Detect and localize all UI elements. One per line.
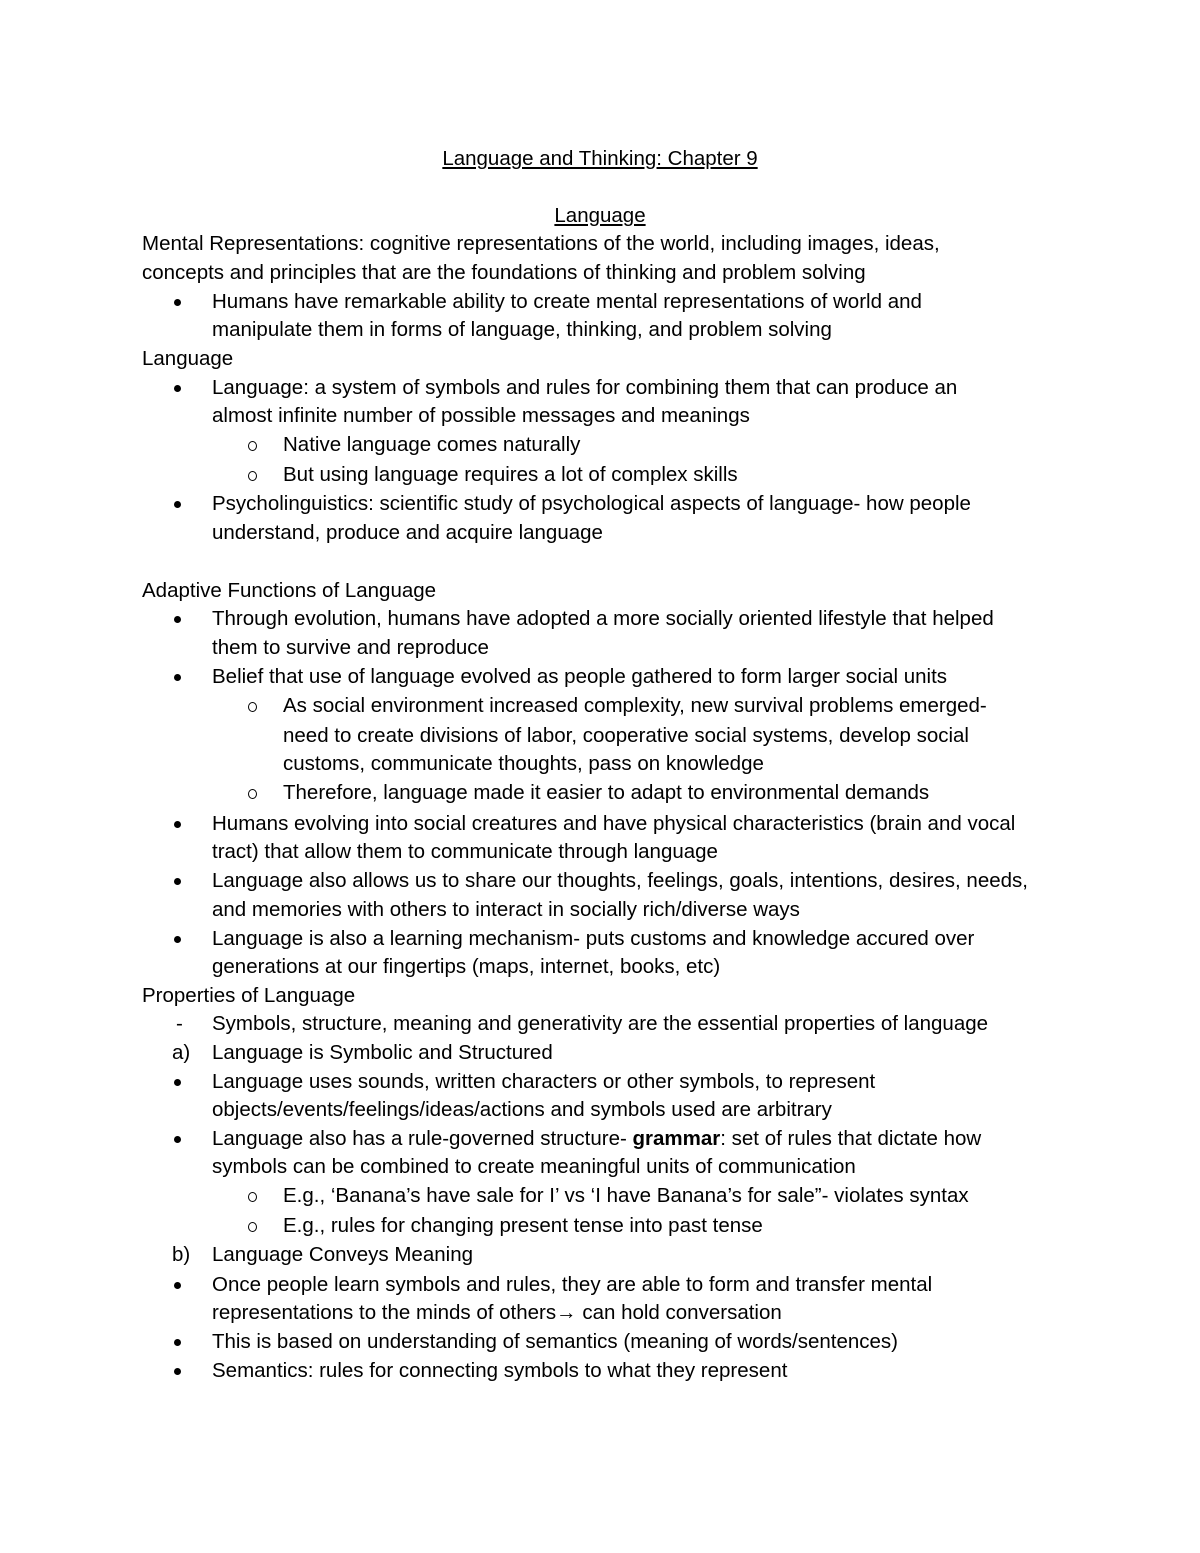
bullet-text: generations at our fingertips (maps, internet, books, etc) (212, 955, 721, 978)
circle-bullet-icon (248, 1211, 257, 1240)
text-line: concepts and principles that are the foundations of thinking and problem solving (142, 261, 866, 284)
bullet-icon (174, 1270, 181, 1299)
bullet-icon (174, 866, 181, 895)
bullet-text: objects/events/feelings/ideas/actions and symbols used are arbitrary (212, 1098, 832, 1121)
bullet-text: almost infinite number of possible messages and meanings (212, 404, 750, 427)
bullet-text: symbols can be combined to create meaningful units of communication (212, 1155, 856, 1178)
bullet-text: Language also allows us to share our thoughts, feelings, goals, intentions, desires, needs, (212, 869, 1028, 892)
bullet-icon (174, 604, 181, 633)
bullet-text: representations to the minds of others→ can hold conversation (212, 1301, 782, 1324)
bullet-icon (174, 809, 181, 838)
circle-bullet-icon (248, 1181, 257, 1210)
list-text: Language is Symbolic and Structured (212, 1041, 553, 1064)
bullet-text: them to survive and reproduce (212, 636, 489, 659)
section-heading: Language (554, 204, 646, 227)
list-marker: b) (172, 1243, 191, 1266)
bullet-text: understand, produce and acquire language (212, 521, 603, 544)
bullet-text: Once people learn symbols and rules, they are able to form and transfer mental (212, 1273, 933, 1296)
bullet-text: Through evolution, humans have adopted a more socially oriented lifestyle that helped (212, 607, 994, 630)
bullet-text: tract) that allow them to communicate through language (212, 840, 718, 863)
sub-bullet-text: E.g., rules for changing present tense into past tense (283, 1214, 763, 1237)
bullet-icon (174, 287, 181, 316)
bullet-text: and memories with others to interact in socially rich/diverse ways (212, 898, 800, 921)
bullet-text: Language: a system of symbols and rules for combining them that can produce an (212, 376, 958, 399)
dash-marker: - (176, 1012, 183, 1035)
list-text: Language Conveys Meaning (212, 1243, 473, 1266)
bullet-text: Humans evolving into social creatures and have physical characteristics (brain and vocal (212, 812, 1016, 835)
sub-bullet-text: As social environment increased complexity, new survival problems emerged- (283, 694, 987, 717)
bullet-text: manipulate them in forms of language, thinking, and problem solving (212, 318, 832, 341)
bullet-icon (174, 924, 181, 953)
circle-bullet-icon (248, 691, 257, 720)
list-marker: a) (172, 1041, 191, 1064)
subheading: Properties of Language (142, 984, 356, 1007)
circle-bullet-icon (248, 430, 257, 459)
bold-term: grammar (632, 1127, 721, 1150)
bullet-icon (174, 662, 181, 691)
sub-bullet-text: Native language comes naturally (283, 433, 581, 456)
bullet-text: This is based on understanding of semantics (meaning of words/sentences) (212, 1330, 898, 1353)
bullet-text-part: Language also has a rule-governed structure- (212, 1127, 633, 1150)
bullet-icon (174, 489, 181, 518)
bullet-text-part: : set of rules that dictate how (720, 1127, 982, 1150)
circle-bullet-icon (248, 460, 257, 489)
bullet-icon (174, 373, 181, 402)
sub-bullet-text: customs, communicate thoughts, pass on knowledge (283, 752, 764, 775)
list-text: Symbols, structure, meaning and generativity are the essential properties of language (212, 1012, 989, 1035)
bullet-icon (174, 1327, 181, 1356)
page-title: Language and Thinking: Chapter 9 (442, 147, 758, 170)
bullet-text: Language uses sounds, written characters or other symbols, to represent (212, 1070, 876, 1093)
sub-bullet-text: But using language requires a lot of complex skills (283, 463, 738, 486)
subheading: Language (142, 347, 234, 370)
sub-bullet-text: E.g., ‘Banana’s have sale for I’ vs ‘I have Banana’s for sale”- violates syntax (283, 1184, 969, 1207)
text-line: Mental Representations: cognitive representations of the world, including images, ideas, (142, 232, 940, 255)
bullet-text: Psycholinguistics: scientific study of psychological aspects of language- how people (212, 492, 971, 515)
bullet-text: Humans have remarkable ability to create mental representations of world and (212, 290, 922, 313)
bullet-text: Semantics: rules for connecting symbols to what they represent (212, 1359, 788, 1382)
bullet-icon (174, 1356, 181, 1385)
sub-bullet-text: need to create divisions of labor, cooperative social systems, develop social (283, 724, 969, 747)
bullet-text: Belief that use of language evolved as people gathered to form larger social units (212, 665, 948, 688)
bullet-icon (174, 1067, 181, 1096)
bullet-text: Language is also a learning mechanism- puts customs and knowledge accured over (212, 927, 975, 950)
sub-bullet-text: Therefore, language made it easier to adapt to environmental demands (283, 781, 930, 804)
subheading: Adaptive Functions of Language (142, 579, 437, 602)
bullet-text (212, 1124, 981, 1153)
circle-bullet-icon (248, 778, 257, 807)
bullet-icon (174, 1124, 181, 1153)
